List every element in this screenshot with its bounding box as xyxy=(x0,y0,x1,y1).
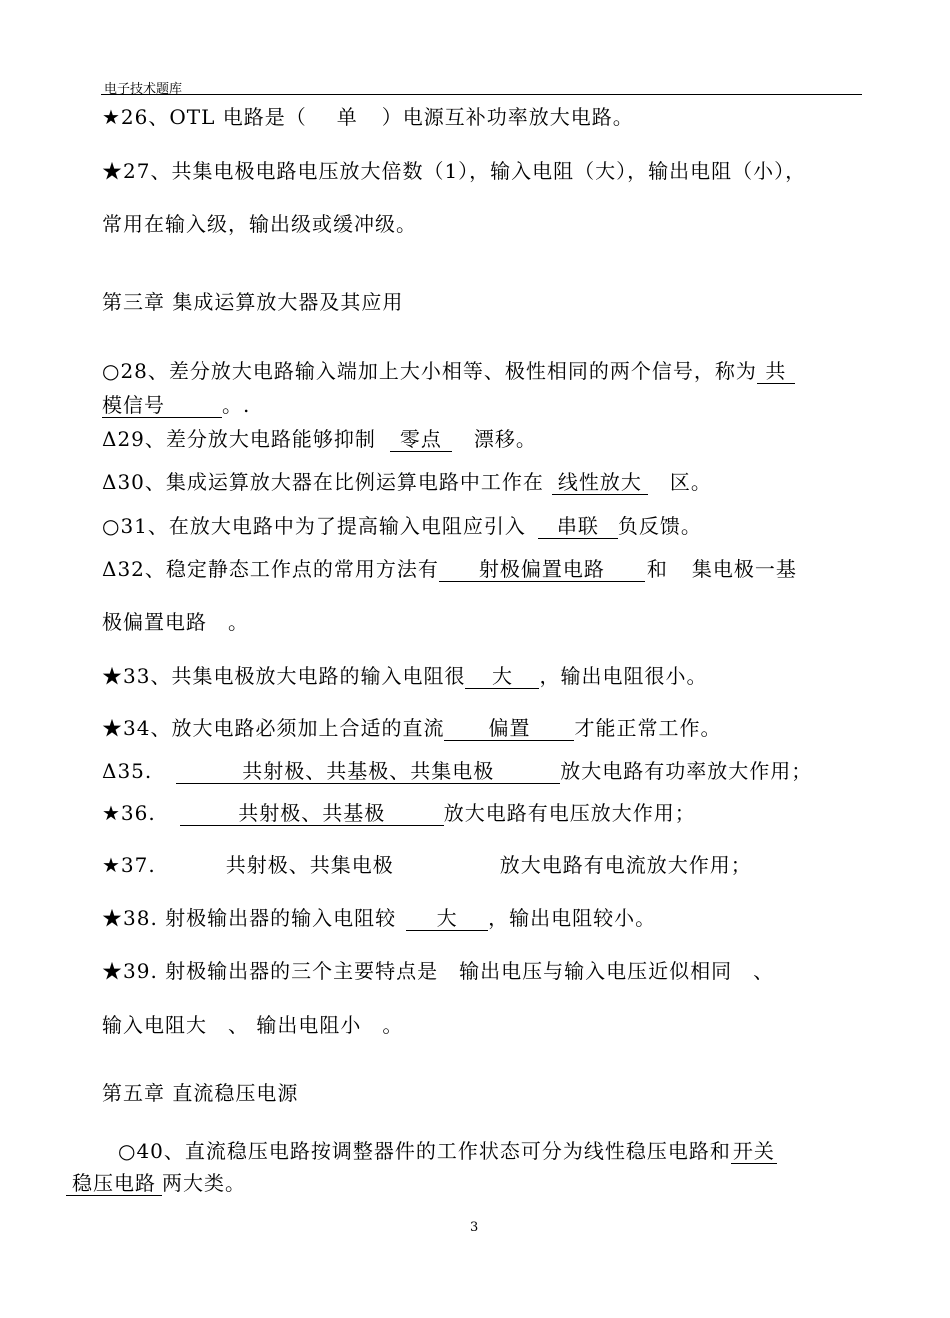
question-39-line-1: ★39. 射极输出器的三个主要特点是 输出电压与输入电压近似相同 、 xyxy=(102,959,775,983)
question-text: ○28、差分放大电路输入端加上大小相等、极性相同的两个信号，称为 xyxy=(102,359,757,383)
question-text: 负反馈。 xyxy=(617,514,702,538)
chapter-3-heading: 第三章 集成运算放大器及其应用 xyxy=(102,290,404,314)
answer-blank: 射极偏置电路 xyxy=(439,557,645,582)
question-30 xyxy=(102,469,712,495)
answer-blank: 开关 xyxy=(732,1139,775,1163)
question-40-line-1 xyxy=(118,1138,777,1164)
question-text: Δ35. xyxy=(102,759,153,783)
question-text: 两大类。 xyxy=(162,1171,246,1195)
chapter-5-heading: 第五章 直流稳压电源 xyxy=(102,1081,299,1105)
question-28-line-1 xyxy=(102,358,795,384)
question-32-line-2: 极偏置电路 。 xyxy=(102,610,249,634)
answer-blank: 稳压电路 xyxy=(66,1171,162,1196)
header-title: 电子技术题库 xyxy=(104,82,183,97)
answer-blank: 模信号 xyxy=(102,393,222,418)
question-text: 放大电路有电流放大作用； xyxy=(499,853,752,877)
question-37 xyxy=(102,852,752,878)
question-35 xyxy=(102,758,812,784)
answer-blank: 串联 xyxy=(538,514,618,539)
question-text: 放大电路有电压放大作用； xyxy=(443,801,696,825)
question-text: ★38. 射极输出器的输入电阻较 xyxy=(102,906,397,930)
question-text: Δ29、差分放大电路能够抑制 xyxy=(102,427,376,451)
question-text: 和 xyxy=(646,557,668,581)
question-text: 区。 xyxy=(669,470,712,494)
question-31 xyxy=(102,513,702,539)
question-text: ★26、OTL 电路是（ xyxy=(102,105,307,129)
question-36 xyxy=(102,800,696,826)
question-text: Δ32、稳定静态工作点的常用方法有 xyxy=(102,557,439,581)
answer-text: 单 xyxy=(336,105,358,129)
answer-blank: 大 xyxy=(406,906,488,931)
question-29 xyxy=(102,426,537,452)
answer-blank: 共 xyxy=(757,359,795,384)
question-32-line-1 xyxy=(102,556,797,582)
answer-blank: 大 xyxy=(465,664,539,689)
question-text: 才能正常工作。 xyxy=(574,716,722,740)
question-text: ★37. xyxy=(102,853,156,877)
answer-text: 共射极、共集电极 xyxy=(225,853,394,877)
question-text: 。. xyxy=(222,393,251,417)
answer-blank: 线性放大 xyxy=(552,470,648,495)
question-text: ★36. xyxy=(102,801,156,825)
question-39-line-2: 输入电阻大 、 输出电阻小 。 xyxy=(102,1013,404,1037)
question-text: 放大电路有功率放大作用； xyxy=(560,759,813,783)
question-33 xyxy=(102,663,707,689)
answer-blank: 零点 xyxy=(390,427,452,452)
question-text: ）电源互补功率放大电路。 xyxy=(381,105,634,129)
question-27-line-1: ★27、共集电极电路电压放大倍数（1），输入电阻（大），输出电阻（小）， xyxy=(102,159,807,183)
question-38 xyxy=(102,905,656,931)
answer-text: 集电极一基 xyxy=(691,557,797,581)
question-40-line-2 xyxy=(66,1170,246,1196)
answer-blank: 偏置 xyxy=(444,716,574,741)
question-26 xyxy=(102,104,634,130)
answer-blank: 共射极、共基极、共集电极 xyxy=(176,759,560,784)
header-rule xyxy=(101,94,862,95)
question-text: ，输出电阻较小。 xyxy=(488,906,657,930)
question-text: ○31、在放大电路中为了提高输入电阻应引入 xyxy=(102,514,526,538)
question-text: ，输出电阻很小。 xyxy=(539,664,708,688)
question-text: Δ30、集成运算放大器在比例运算电路中工作在 xyxy=(102,470,544,494)
question-text: ★34、放大电路必须加上合适的直流 xyxy=(102,716,445,740)
question-text: 漂移。 xyxy=(473,427,537,451)
question-28-line-2 xyxy=(102,392,250,418)
question-text: ○40、直流稳压电路按调整器件的工作状态可分为线性稳压电路和 xyxy=(118,1139,731,1163)
page-number: 3 xyxy=(470,1220,479,1235)
answer-blank: 共射极、共基极 xyxy=(180,801,444,826)
question-34 xyxy=(102,715,721,741)
question-text: ★33、共集电极放大电路的输入电阻很 xyxy=(102,664,466,688)
question-27-line-2: 常用在输入级，输出级或缓冲级。 xyxy=(102,212,417,236)
